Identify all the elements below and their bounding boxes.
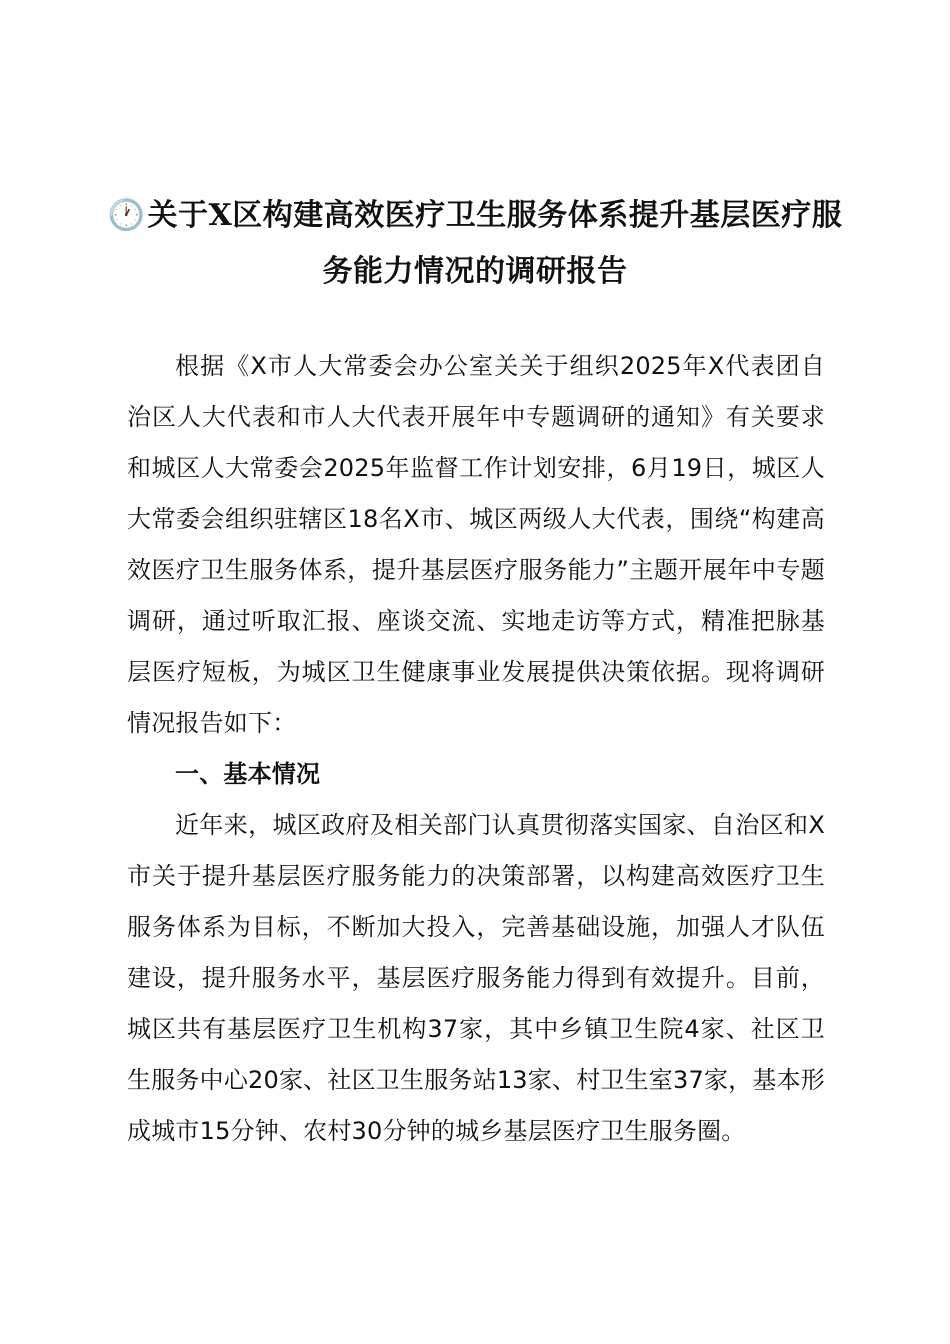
document-title [100,188,850,300]
intro-paragraph: 根据《X市人大常委会办公室关关于组织2025年X代表团自治区人大代表和市人大代表开展年中专题调研的通知》有关要求和城区人大常委会2025年监督工作计划安排，6月19日，城区人大常委会组织驻辖区18名X市、城区两级人大代表，围绕“构建高效医疗卫生服务体系，提升基层医疗服务能力”主题开展年中专题调研，通过听取汇报、座谈交流、实地走访等方式，精准把脉基层医疗短板，为城区卫生健康事业发展提供决策依据。现将调研情况报告如下： [127,352,825,737]
title-text: 关于X区构建高效医疗卫生服务体系提升基层医疗服务能力情况的调研报告 [147,198,843,289]
clock-icon: 🕐 [107,198,146,233]
document-body [127,341,825,1157]
section-heading-basic-situation: 一、基本情况 [175,760,321,788]
basic-situation-paragraph: 近年来，城区政府及相关部门认真贯彻落实国家、自治区和X市关于提升基层医疗服务能力的决策部署，以构建高效医疗卫生服务体系为目标，不断加大投入，完善基础设施，加强人才队伍建设，提升服务水平，基层医疗服务能力得到有效提升。目前，城区共有基层医疗卫生机构37家，其中乡镇卫生院4家、社区卫生服务中心20家、社区卫生服务站13家、村卫生室37家，基本形成城市15分钟、农村30分钟的城乡基层医疗卫生服务圈。 [127,811,825,1145]
